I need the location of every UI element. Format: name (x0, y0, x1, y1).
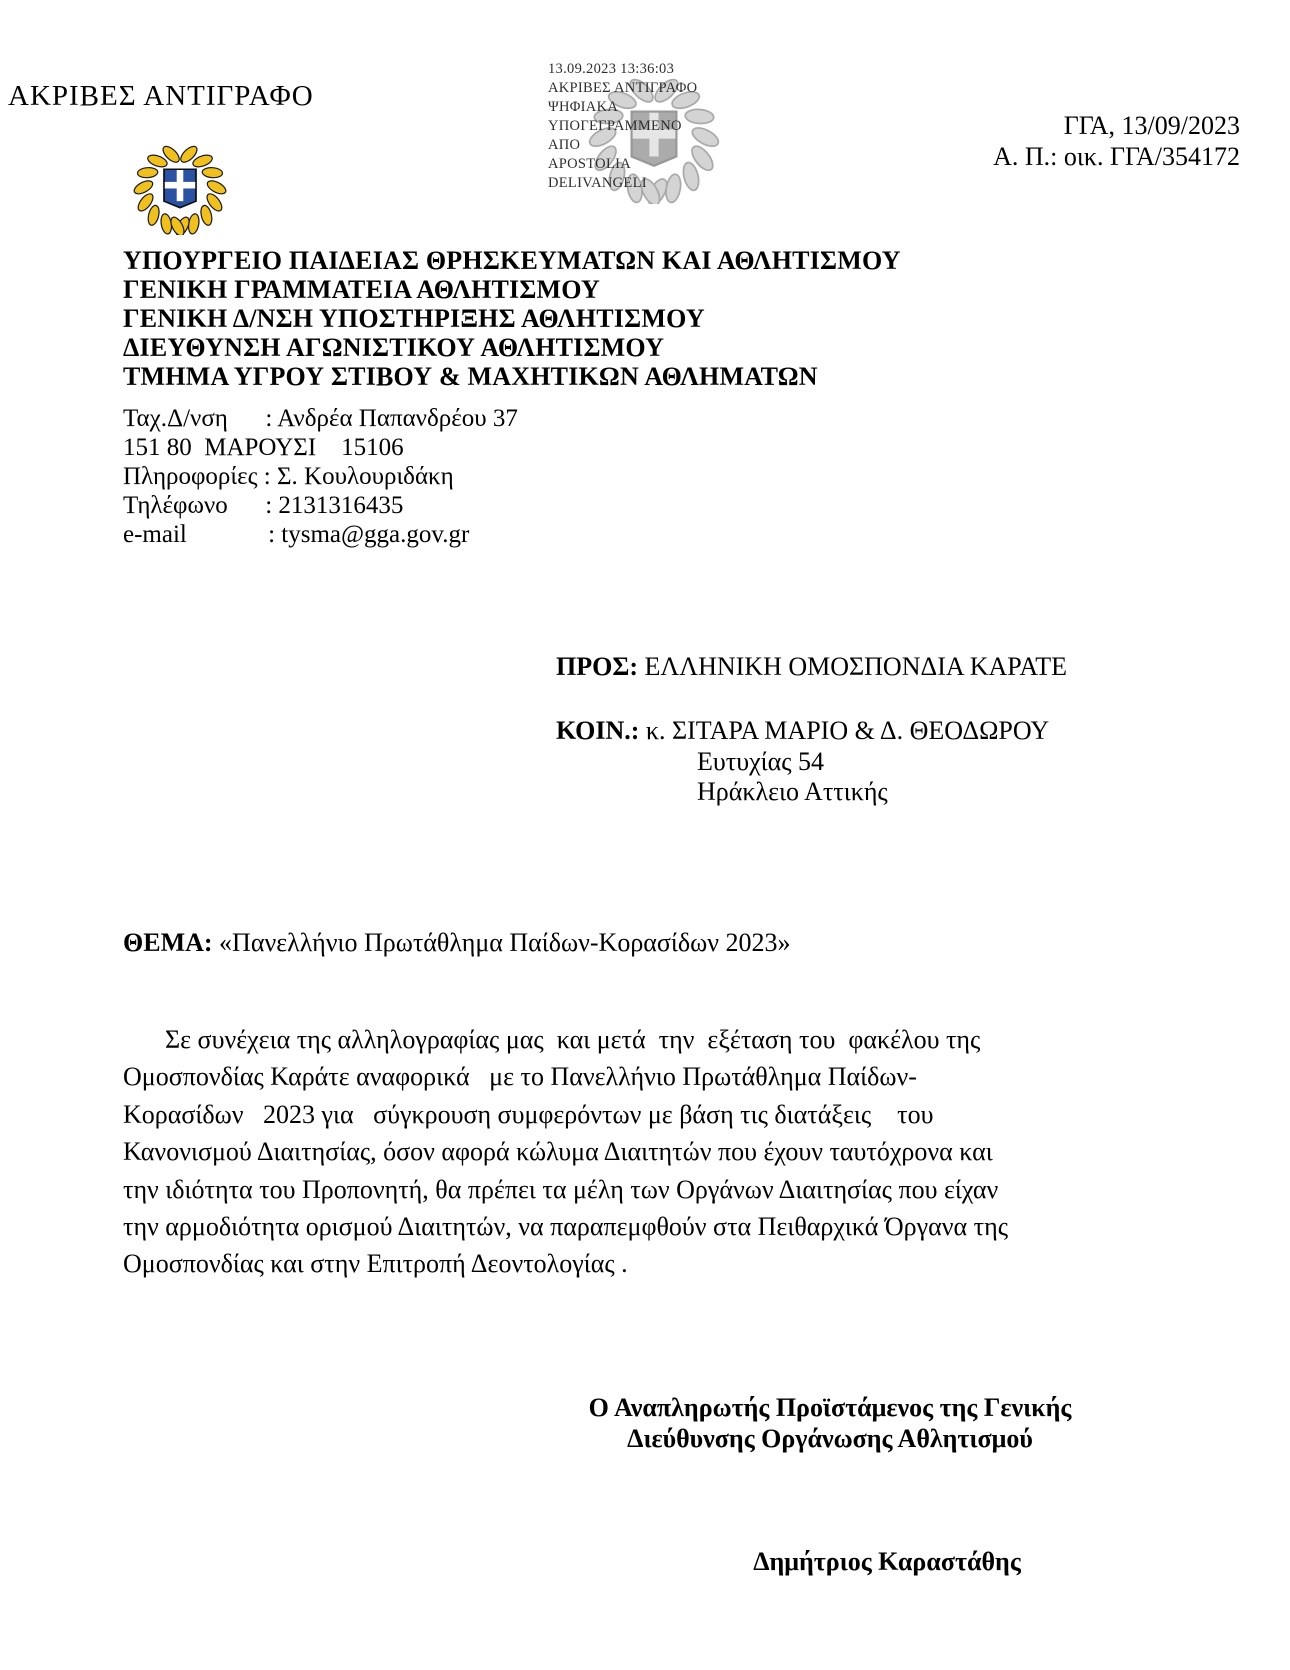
signatory-name: Δημήτριος Καραστάθης (753, 1547, 1021, 1576)
sender-org-block (123, 246, 901, 391)
stamp-text-block (548, 60, 808, 193)
protocol-number: Α. Π.: οικ. ΓΓΑ/354172 (993, 142, 1240, 171)
stamp-line: ΨΗΦΙΑΚΑ (548, 99, 619, 115)
body-paragraph (123, 1021, 1083, 1283)
body-line: Σε συνέχεια της αλληλογραφίας μας και μετά την εξέταση του φακέλου της (165, 1025, 981, 1054)
stamp-line: DELIVANGELI (548, 175, 647, 191)
contact-address-line: Ταχ.Δ/νση : Ανδρέα Παπανδρέου 37 (123, 405, 518, 432)
body-line: Ομοσπονδίας και στην Επιτροπή Δεοντολογίας . (123, 1249, 628, 1279)
contact-city-line: 151 80 ΜΑΡΟΥΣΙ 15106 (123, 434, 404, 461)
contact-info-line: Πληροφορίες : Σ. Κουλουριδάκη (123, 463, 454, 490)
reference-date: ΓΓΑ, 13/09/2023 (1063, 111, 1240, 140)
cc-value: κ. ΣΙΤΑΡΑ ΜΑΡΙΟ & Δ. ΘΕΟΔΩΡΟΥ (639, 716, 1050, 745)
stamp-line: 13.09.2023 13:36:03 (548, 61, 675, 77)
recipient-cc-line (556, 716, 1049, 746)
org-line: ΓΕΝΙΚΗ ΓΡΑΜΜΑΤΕΙΑ ΑΘΛΗΤΙΣΜΟΥ (123, 275, 601, 304)
org-line: ΥΠΟΥΡΓΕΙΟ ΠΑΙΔΕΙΑΣ ΘΡΗΣΚΕΥΜΑΤΩΝ ΚΑΙ ΑΘΛΗΤΙΣΜΟΥ (123, 246, 901, 275)
to-label: ΠΡΟΣ: (556, 652, 638, 681)
greek-coat-of-arms-icon (133, 141, 227, 235)
body-line: Κανονισμού Διαιτησίας, όσον αφορά κώλυμα Διαιτητών που έχουν ταυτόχρονα και (123, 1137, 993, 1167)
to-value: ΕΛΛΗΝΙΚΗ ΟΜΟΣΠΟΝΔΙΑ ΚΑΡΑΤΕ (638, 652, 1068, 681)
subject-line (123, 928, 791, 958)
contact-phone-line: Τηλέφωνο : 2131316435 (123, 492, 404, 519)
certified-copy-label: ΑΚΡΙΒΕΣ ΑΝΤΙΓΡΑΦΟ (8, 80, 314, 112)
cc-label: ΚΟΙΝ.: (556, 716, 640, 745)
sender-contact-block (123, 404, 518, 549)
stamp-line: ΑΚΡΙΒΕΣ ΑΝΤΙΓΡΑΦΟ (548, 80, 698, 96)
stamp-line: ΥΠΟΓΕΓΡΑΜΜΕΝΟ (548, 118, 682, 134)
digital-signature-stamp (548, 60, 808, 210)
signatory-title-block (545, 1392, 1115, 1454)
signatory-title-line: Διεύθυνσης Οργάνωσης Αθλητισμού (627, 1424, 1033, 1453)
cc-address-line: Ευτυχίας 54 (697, 747, 825, 776)
signatory-title-line: Ο Αναπληρωτής Προϊστάμενος της Γενικής (588, 1393, 1072, 1422)
subject-text: «Πανελλήνιο Πρωτάθλημα Παίδων-Κορασίδων 2023» (212, 928, 791, 957)
org-line: ΓΕΝΙΚΗ Δ/ΝΣΗ ΥΠΟΣΤΗΡΙΞΗΣ ΑΘΛΗΤΙΣΜΟΥ (123, 304, 705, 333)
org-line: ΔΙΕΥΘΥΝΣΗ ΑΓΩΝΙΣΤΙΚΟΥ ΑΘΛΗΤΙΣΜΟΥ (123, 333, 665, 362)
cc-address-line: Ηράκλειο Αττικής (697, 777, 888, 806)
org-line: ΤΜΗΜΑ ΥΓΡΟΥ ΣΤΙΒΟΥ & ΜΑΧΗΤΙΚΩΝ ΑΘΛΗΜΑΤΩΝ (123, 362, 818, 391)
body-line: την αρμοδιότητα ορισμού Διαιτητών, να παραπεμφθούν στα Πειθαρχικά Όργανα της (123, 1212, 1008, 1242)
body-line: Κορασίδων 2023 για σύγκρουση συμφερόντων με βάση τις διατάξεις του (123, 1099, 934, 1129)
body-line: την ιδιότητα του Προπονητή, θα πρέπει τα μέλη των Οργάνων Διαιτησίας που είχαν (123, 1174, 999, 1204)
reference-block (993, 110, 1240, 172)
stamp-line: APOSTOLIA (548, 156, 631, 172)
recipient-to-line (556, 652, 1067, 682)
cross-shield (164, 169, 196, 208)
subject-label: ΘΕΜΑ: (123, 928, 213, 957)
stamp-line: ΑΠΟ (548, 137, 581, 153)
contact-email-line: e-mail : tysma@gga.gov.gr (123, 521, 470, 548)
body-line: Ομοσπονδίας Καράτε αναφορικά με το Πανελλήνιο Πρωτάθλημα Παίδων- (123, 1062, 917, 1092)
cc-address-block (697, 747, 888, 807)
